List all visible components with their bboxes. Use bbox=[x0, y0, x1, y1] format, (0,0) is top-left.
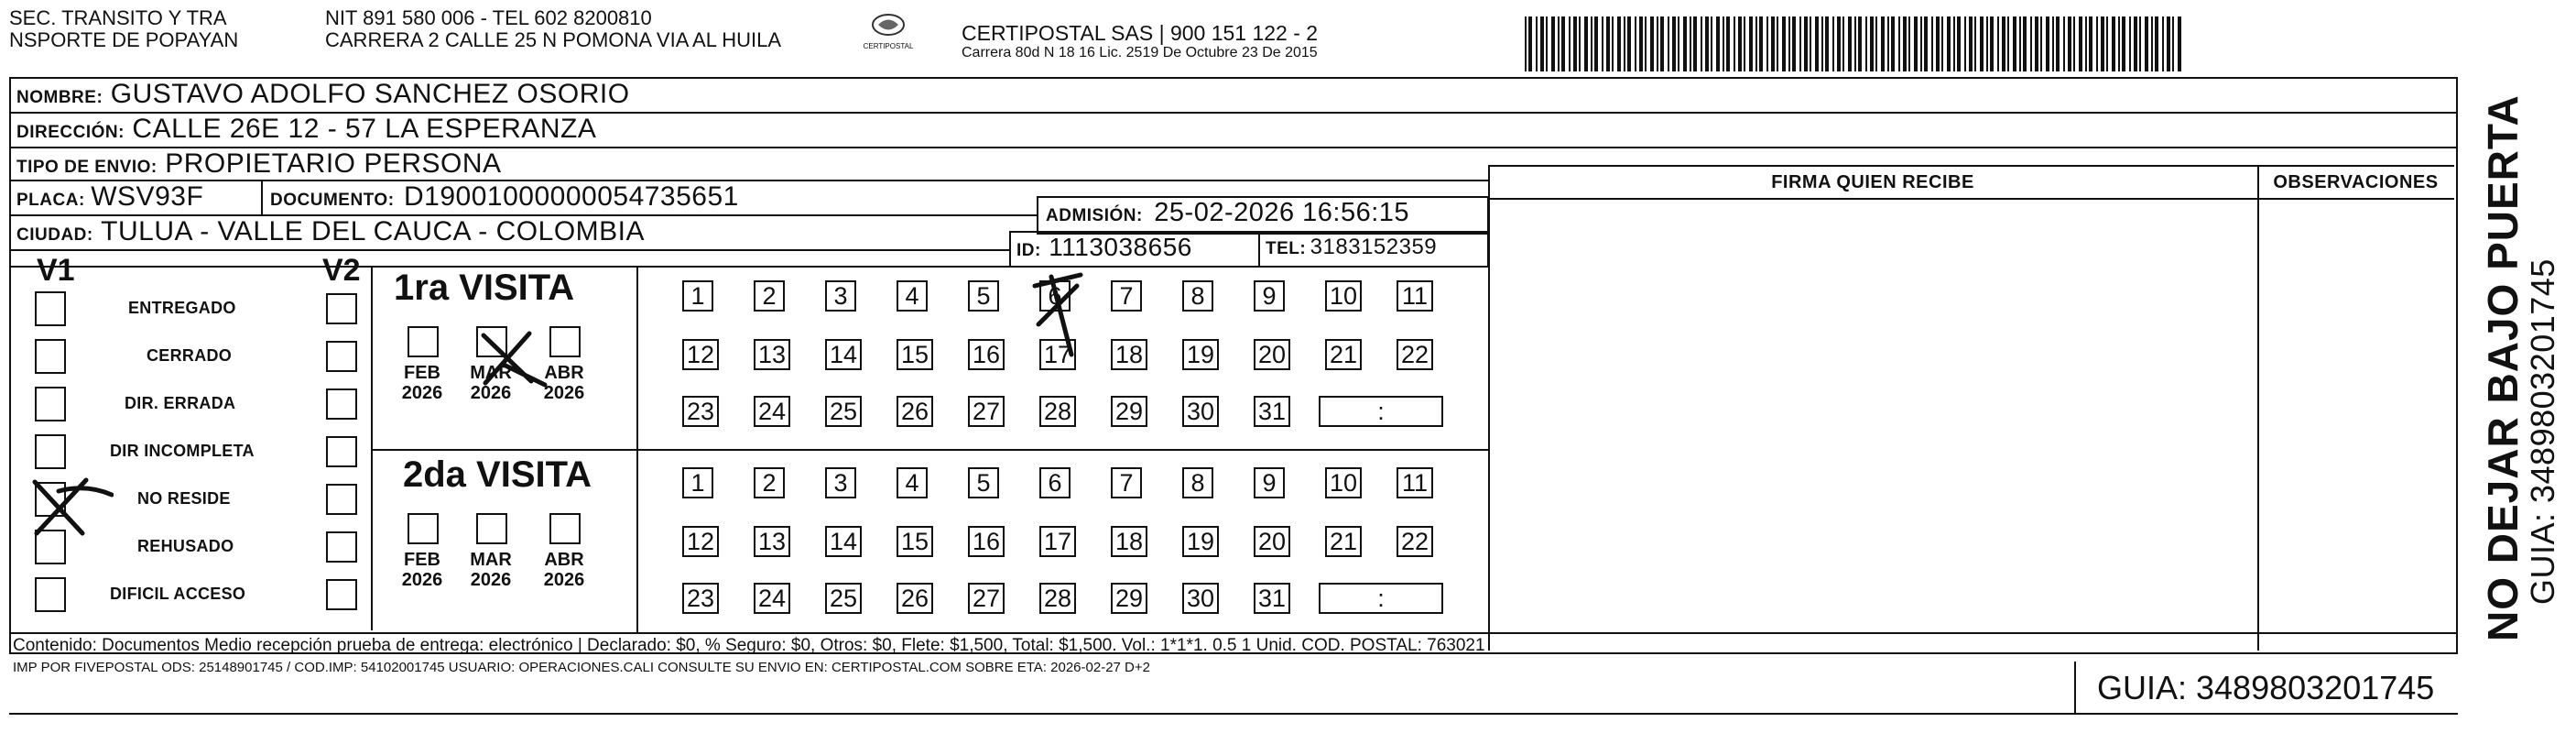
row-id bbox=[1016, 233, 1192, 262]
row-tel bbox=[1266, 235, 1437, 260]
visit2-month-year: 2026 bbox=[543, 570, 585, 590]
visit1-day-25[interactable]: 25 bbox=[825, 396, 862, 427]
footer-imp: IMP POR FIVEPOSTAL ODS: 25148901745 / COD.IMP: 54102001745 USUARIO: OPERACIONES.CALI CONSULTE SU ENVIO EN: CERTIPOSTAL.COM SOBRE ETA: 2026-02-27 D+2 bbox=[13, 660, 1150, 675]
status-label: DIFICIL ACCESO bbox=[110, 585, 246, 603]
admision-value: 25-02-2026 16:56:15 bbox=[1154, 198, 1410, 227]
placa-divider bbox=[261, 180, 263, 214]
status-v1-checkbox[interactable] bbox=[35, 577, 66, 612]
tel-label: TEL: bbox=[1266, 239, 1307, 258]
visit1-day-26[interactable]: 26 bbox=[897, 396, 933, 427]
visit1-month-year: 2026 bbox=[470, 383, 512, 403]
visit1-day-9[interactable]: 9 bbox=[1254, 280, 1285, 312]
visit1-day-1[interactable]: 1 bbox=[682, 280, 713, 312]
visit2-day-1[interactable]: 1 bbox=[682, 467, 713, 498]
visit1-day-28[interactable]: 28 bbox=[1039, 396, 1076, 427]
row-placa bbox=[16, 181, 203, 213]
visit2-day-14[interactable]: 14 bbox=[825, 526, 862, 557]
row-nombre bbox=[16, 79, 630, 110]
status-v1-checkbox[interactable] bbox=[35, 387, 66, 421]
visit2-month-year: 2026 bbox=[470, 570, 512, 590]
visit2-month-year: 2026 bbox=[401, 570, 443, 590]
visit1-day-31[interactable]: 31 bbox=[1254, 396, 1290, 427]
visit2-month-checkbox[interactable] bbox=[476, 513, 507, 544]
documento-label: DOCUMENTO: bbox=[270, 191, 395, 210]
status-v2-checkbox[interactable] bbox=[326, 436, 357, 467]
company-sub: Carrera 80d N 18 16 Lic. 2519 De Octubre 23 De 2015 bbox=[962, 45, 1318, 60]
company-info bbox=[962, 22, 1318, 61]
footer-bottom-border bbox=[9, 713, 2458, 715]
tipo-value: PROPIETARIO PERSONA bbox=[165, 148, 502, 179]
visit1-day-30[interactable]: 30 bbox=[1182, 396, 1219, 427]
side-guia: GUIA: 3489803201745 bbox=[2524, 258, 2561, 605]
visit2-day-3[interactable]: 3 bbox=[825, 467, 856, 498]
direccion-value: CALLE 26E 12 - 57 LA ESPERANZA bbox=[132, 114, 597, 144]
id-label: ID: bbox=[1016, 241, 1041, 260]
visit2-day-5[interactable]: 5 bbox=[968, 467, 999, 498]
firma-header-bottom bbox=[1488, 198, 2454, 200]
visit2-day-4[interactable]: 4 bbox=[897, 467, 928, 498]
visit2-month-name: ABR bbox=[544, 550, 584, 570]
visit2-day-16[interactable]: 16 bbox=[968, 526, 1005, 557]
visit2-day-13[interactable]: 13 bbox=[754, 526, 790, 557]
row-tipo bbox=[16, 148, 502, 180]
status-v2-checkbox[interactable] bbox=[326, 484, 357, 515]
visit2-day-18[interactable]: 18 bbox=[1111, 526, 1147, 557]
placa-value: WSV93F bbox=[91, 181, 204, 212]
visit2-day-15[interactable]: 15 bbox=[897, 526, 933, 557]
visit1-day-19[interactable]: 19 bbox=[1182, 339, 1219, 370]
company-line: CERTIPOSTAL SAS | 900 151 122 - 2 bbox=[962, 21, 1319, 45]
obs-left-border bbox=[2257, 165, 2259, 651]
v2-label: V2 bbox=[322, 253, 361, 288]
status-v1-checkbox[interactable] bbox=[35, 291, 66, 326]
visit2-day-26[interactable]: 26 bbox=[897, 583, 933, 614]
visit1-day-7[interactable]: 7 bbox=[1111, 280, 1142, 312]
visit-separator bbox=[371, 449, 1488, 451]
status-v2-checkbox[interactable] bbox=[326, 531, 357, 563]
visit2-day-24[interactable]: 24 bbox=[754, 583, 790, 614]
visit2-day-29[interactable]: 29 bbox=[1111, 583, 1147, 614]
visit1-day-24[interactable]: 24 bbox=[754, 396, 790, 427]
visit1-title: 1ra VISITA bbox=[394, 268, 575, 308]
id-value: 1113038656 bbox=[1049, 233, 1192, 261]
status-label: CERRADO bbox=[147, 346, 233, 365]
row-documento bbox=[270, 181, 739, 213]
status-v2-checkbox[interactable] bbox=[326, 341, 357, 372]
visit1-day-23[interactable]: 23 bbox=[682, 396, 719, 427]
visit1-month-name: FEB bbox=[404, 363, 440, 383]
visit2-day-2[interactable]: 2 bbox=[754, 467, 785, 498]
visit1-month-label bbox=[395, 363, 450, 403]
visit1-day-14[interactable]: 14 bbox=[825, 339, 862, 370]
visit2-month-label bbox=[395, 550, 450, 590]
sender-name bbox=[9, 7, 238, 51]
footer-contenido: Contenido: Documentos Medio recepción prueba de entrega: electrónico | Declarado: $0, % Seguro: $0, Otros: $0, Flete: $1,500, Total: $1,500. Vol.: 1*1*1. 0.5 1 Unid. COD. POSTAL: 763021 bbox=[13, 636, 1485, 655]
v1-label: V1 bbox=[37, 253, 75, 288]
visit2-day-8[interactable]: 8 bbox=[1182, 467, 1213, 498]
row-ciudad bbox=[16, 216, 645, 247]
visit1-month-checkbox[interactable] bbox=[408, 326, 439, 357]
ciudad-label: CIUDAD: bbox=[16, 225, 93, 245]
tipo-label: TIPO DE ENVIO: bbox=[16, 158, 158, 177]
visit2-day-17[interactable]: 17 bbox=[1039, 526, 1076, 557]
status-right-border bbox=[371, 266, 373, 630]
visit1-day-15[interactable]: 15 bbox=[897, 339, 933, 370]
visit2-day-28[interactable]: 28 bbox=[1039, 583, 1076, 614]
placa-label: PLACA: bbox=[16, 191, 85, 210]
footer-guia: GUIA: 3489803201745 bbox=[2097, 669, 2435, 706]
visit2-day-27[interactable]: 27 bbox=[968, 583, 1005, 614]
visit2-title: 2da VISITA bbox=[403, 454, 592, 495]
divider-5b bbox=[9, 266, 1488, 268]
visit1-day-27[interactable]: 27 bbox=[968, 396, 1005, 427]
visit1-day-3[interactable]: 3 bbox=[825, 280, 856, 312]
visit2-month-checkbox[interactable] bbox=[549, 513, 581, 544]
status-v2-checkbox[interactable] bbox=[326, 293, 357, 324]
admision-label: ADMISIÓN: bbox=[1046, 206, 1143, 225]
visit2-time-box[interactable]: : bbox=[1319, 583, 1443, 614]
observaciones-header: OBSERVACIONES bbox=[2273, 172, 2439, 192]
certipostal-logo-icon bbox=[870, 13, 907, 38]
status-v1-checkbox[interactable] bbox=[35, 434, 66, 469]
visit2-day-12[interactable]: 12 bbox=[682, 526, 719, 557]
visit1-day-21[interactable]: 21 bbox=[1325, 339, 1362, 370]
visit2-day-20[interactable]: 20 bbox=[1254, 526, 1290, 557]
ciudad-value: TULUA - VALLE DEL CAUCA - COLOMBIA bbox=[101, 216, 645, 246]
visit1-month-year: 2026 bbox=[401, 383, 443, 403]
visit2-day-25[interactable]: 25 bbox=[825, 583, 862, 614]
visit1-day-20[interactable]: 20 bbox=[1254, 339, 1290, 370]
sender-line-2: NSPORTE DE POPAYAN bbox=[9, 28, 239, 51]
visit1-day-18[interactable]: 18 bbox=[1111, 339, 1147, 370]
visit1-day-4[interactable]: 4 bbox=[897, 280, 928, 312]
visit1-day-11[interactable]: 11 bbox=[1397, 280, 1433, 312]
status-label: DIR INCOMPLETA bbox=[110, 442, 255, 460]
visit1-day-17[interactable]: 17 bbox=[1039, 339, 1076, 370]
check-mark-no-reside bbox=[31, 476, 114, 541]
status-v2-checkbox[interactable] bbox=[326, 579, 357, 610]
visit1-day-13[interactable]: 13 bbox=[754, 339, 790, 370]
side-warning: NO DEJAR BAJO PUERTA bbox=[2479, 94, 2527, 641]
visit2-day-31[interactable]: 31 bbox=[1254, 583, 1290, 614]
tel-value: 3183152359 bbox=[1310, 235, 1438, 259]
status-v1-checkbox[interactable] bbox=[35, 339, 66, 374]
status-label: ENTREGADO bbox=[128, 299, 236, 317]
status-label: NO RESIDE bbox=[137, 489, 231, 508]
visit2-day-10[interactable]: 10 bbox=[1325, 467, 1362, 498]
sender-nit: NIT 891 580 006 - TEL 602 8200810 bbox=[325, 6, 652, 29]
direccion-label: DIRECCIÓN: bbox=[16, 123, 125, 142]
row-admision bbox=[1046, 198, 1409, 228]
visit1-day-12[interactable]: 12 bbox=[682, 339, 719, 370]
footer-guia-divider bbox=[2074, 662, 2076, 713]
row-direccion bbox=[16, 114, 596, 145]
check-mark-mar-1 bbox=[476, 328, 549, 392]
visit2-month-label bbox=[463, 550, 518, 590]
visit1-day-5[interactable]: 5 bbox=[968, 280, 999, 312]
sender-line-1: SEC. TRANSITO Y TRA bbox=[9, 6, 227, 29]
nombre-value: GUSTAVO ADOLFO SANCHEZ OSORIO bbox=[110, 79, 630, 109]
visit2-day-23[interactable]: 23 bbox=[682, 583, 719, 614]
visit1-day-29[interactable]: 29 bbox=[1111, 396, 1147, 427]
visit1-month-name: MAR bbox=[470, 363, 512, 383]
certipostal-logo bbox=[852, 13, 925, 50]
visit2-day-9[interactable]: 9 bbox=[1254, 467, 1285, 498]
nombre-label: NOMBRE: bbox=[16, 88, 103, 107]
visit2-day-30[interactable]: 30 bbox=[1182, 583, 1219, 614]
divider-5 bbox=[9, 249, 1009, 251]
firma-header: FIRMA QUIEN RECIBE bbox=[1771, 172, 1974, 192]
divider-3 bbox=[9, 180, 1488, 181]
sender-contact bbox=[325, 7, 781, 51]
visit2-day-22[interactable]: 22 bbox=[1397, 526, 1433, 557]
visit2-month-name: MAR bbox=[470, 550, 512, 570]
visit2-day-6[interactable]: 6 bbox=[1039, 467, 1071, 498]
visit2-day-21[interactable]: 21 bbox=[1325, 526, 1362, 557]
status-label: DIR. ERRADA bbox=[125, 394, 236, 412]
certipostal-logo-text: CERTIPOSTAL bbox=[863, 42, 914, 50]
visit1-day-8[interactable]: 8 bbox=[1182, 280, 1213, 312]
visit1-month-name: ABR bbox=[544, 363, 584, 383]
visit2-month-name: FEB bbox=[404, 550, 440, 570]
visit2-month-checkbox[interactable] bbox=[408, 513, 439, 544]
visit2-day-11[interactable]: 11 bbox=[1397, 467, 1433, 498]
visit1-time-box[interactable]: : bbox=[1319, 396, 1443, 427]
visit1-day-22[interactable]: 22 bbox=[1397, 339, 1433, 370]
status-label: REHUSADO bbox=[137, 537, 234, 555]
visit2-day-19[interactable]: 19 bbox=[1182, 526, 1219, 557]
visit1-month-year: 2026 bbox=[543, 383, 585, 403]
visit2-month-label bbox=[537, 550, 592, 590]
visit1-day-10[interactable]: 10 bbox=[1325, 280, 1362, 312]
sender-address: CARRERA 2 CALLE 25 N POMONA VIA AL HUILA bbox=[325, 28, 782, 51]
status-v2-checkbox[interactable] bbox=[326, 388, 357, 420]
visit1-day-6[interactable]: 6 bbox=[1039, 280, 1071, 312]
visit1-day-16[interactable]: 16 bbox=[968, 339, 1005, 370]
footer-top-border bbox=[9, 632, 2458, 634]
visit2-day-7[interactable]: 7 bbox=[1111, 467, 1142, 498]
firma-top-border bbox=[1488, 165, 2454, 167]
visit1-day-2[interactable]: 2 bbox=[754, 280, 785, 312]
visit1-month-checkbox[interactable] bbox=[549, 326, 581, 357]
barcode bbox=[1525, 16, 2184, 73]
check-mark-day-6 bbox=[1026, 268, 1099, 359]
documento-value: D19001000000054735651 bbox=[404, 181, 739, 212]
